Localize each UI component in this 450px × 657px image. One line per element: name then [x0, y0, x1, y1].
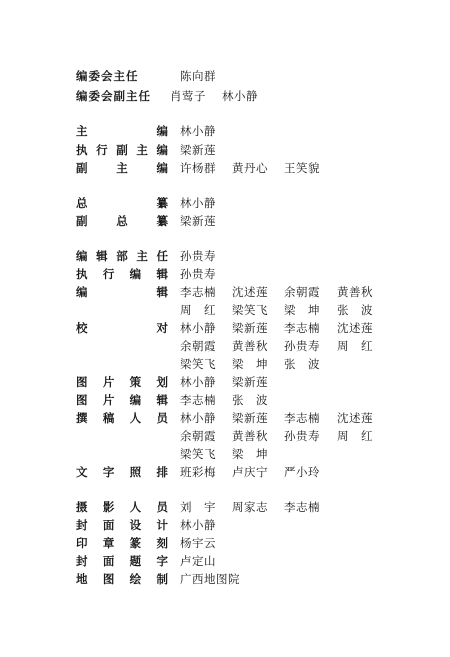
- credit-names: [0, 462, 450, 482]
- credit-person-name: 孙贵寿: [180, 267, 216, 281]
- credit-person-name: 班彩梅: [180, 465, 216, 479]
- credit-person-name: 林小静: [180, 196, 216, 210]
- credit-person-name: 张 波: [284, 357, 320, 371]
- credit-row: [0, 318, 450, 338]
- credit-person-name: 梁 坤: [232, 357, 268, 371]
- credit-names: [0, 66, 450, 86]
- credit-person-name: 梁笑飞: [180, 357, 216, 371]
- credit-person-name: 王笑貌: [284, 161, 320, 175]
- credit-row: [0, 300, 450, 320]
- credit-person-name: 林小静: [180, 518, 216, 532]
- credit-names: [0, 193, 450, 213]
- credit-row: [0, 444, 450, 464]
- credit-names: [0, 569, 450, 589]
- credit-role-label: 图 片 编 辑: [76, 393, 168, 407]
- credit-role-label: 封 面 题 字: [76, 554, 168, 568]
- credit-role-label: 文 字 照 排: [76, 465, 168, 479]
- credit-person-name: 周 红: [337, 429, 373, 443]
- credit-person-name: 肖莺子: [170, 89, 206, 103]
- credit-person-name: 黄丹心: [232, 161, 268, 175]
- credit-person-name: 李志楠: [180, 285, 216, 299]
- credit-person-name: 梁 坤: [284, 303, 320, 317]
- credit-role-label: 执 行 副 主 编: [76, 143, 168, 157]
- credit-person-name: 陈向群: [180, 69, 216, 83]
- credit-person-name: 卢定山: [180, 554, 216, 568]
- credit-person-name: 沈述莲: [232, 285, 268, 299]
- credit-row: [0, 354, 450, 374]
- credit-row: [0, 390, 450, 410]
- credit-row: [0, 551, 450, 571]
- credit-person-name: 梁新莲: [232, 375, 268, 389]
- credit-role-label: 摄 影 人 员: [76, 500, 168, 514]
- credit-person-name: 沈述莲: [337, 411, 373, 425]
- credit-person-name: 林小静: [180, 411, 216, 425]
- credit-names: [0, 140, 450, 160]
- credit-row: [0, 211, 450, 231]
- credit-person-name: 梁新莲: [180, 143, 216, 157]
- credit-person-name: 梁新莲: [180, 214, 216, 228]
- credit-role-label: 执 行 编 辑: [76, 267, 168, 281]
- credit-names: [0, 300, 450, 320]
- credit-row: [0, 426, 450, 446]
- credit-names: [0, 533, 450, 553]
- credit-names: [0, 408, 450, 428]
- credit-names: [0, 515, 450, 535]
- credit-person-name: 梁 坤: [232, 447, 268, 461]
- credit-role-label: 校 对: [76, 321, 168, 335]
- credit-names: [0, 444, 450, 464]
- credit-person-name: 李志楠: [180, 393, 216, 407]
- credit-names: [0, 282, 450, 302]
- credit-person-name: 林小静: [222, 89, 258, 103]
- credit-row: [0, 569, 450, 589]
- credit-person-name: 孙贵寿: [284, 429, 320, 443]
- credit-row: [0, 86, 450, 106]
- credit-person-name: 卢庆宁: [232, 465, 268, 479]
- credit-person-name: 黄善秋: [232, 429, 268, 443]
- credit-row: [0, 497, 450, 517]
- credit-person-name: 刘 宇: [180, 500, 216, 514]
- credit-names: [0, 390, 450, 410]
- credit-person-name: 林小静: [180, 321, 216, 335]
- credit-person-name: 许杨群: [180, 161, 216, 175]
- credit-person-name: 广西地图院: [180, 572, 240, 586]
- credit-row: [0, 121, 450, 141]
- credit-names: [0, 336, 450, 356]
- credit-person-name: 李志楠: [284, 321, 320, 335]
- credit-role-label: 图 片 策 划: [76, 375, 168, 389]
- credit-names: [0, 264, 450, 284]
- credit-person-name: 周家志: [232, 500, 268, 514]
- credit-person-name: 林小静: [180, 124, 216, 138]
- credit-row: [0, 66, 450, 86]
- credit-role-label: 副 主 编: [76, 161, 168, 175]
- credit-row: [0, 282, 450, 302]
- credit-names: [0, 497, 450, 517]
- credit-role-label: 编 辑 部 主 任: [76, 249, 168, 263]
- credit-person-name: 李志楠: [284, 500, 320, 514]
- credit-row: [0, 462, 450, 482]
- credit-row: [0, 193, 450, 213]
- credit-names: [0, 551, 450, 571]
- credit-role-label: 编委会主任: [76, 69, 139, 83]
- credit-person-name: 李志楠: [284, 411, 320, 425]
- credit-row: [0, 533, 450, 553]
- credit-names: [0, 372, 450, 392]
- credit-role-label: 主 编: [76, 124, 168, 138]
- credit-role-label: 总 纂: [76, 196, 168, 210]
- credit-names: [0, 121, 450, 141]
- credit-person-name: 梁新莲: [232, 321, 268, 335]
- credit-role-label: 副 总 纂: [76, 214, 168, 228]
- credit-person-name: 黄善秋: [337, 285, 373, 299]
- credit-person-name: 张 波: [232, 393, 268, 407]
- credit-person-name: 周 红: [337, 339, 373, 353]
- credit-row: [0, 246, 450, 266]
- credit-row: [0, 336, 450, 356]
- credit-person-name: 张 波: [337, 303, 373, 317]
- credit-role-label: 地 图 绘 制: [76, 572, 168, 586]
- credit-names: [0, 354, 450, 374]
- credit-person-name: 严小玲: [284, 465, 320, 479]
- credit-person-name: 杨宇云: [180, 536, 216, 550]
- credit-person-name: 梁笑飞: [232, 303, 268, 317]
- credit-person-name: 孙贵寿: [284, 339, 320, 353]
- credit-person-name: 余朝霞: [180, 429, 216, 443]
- credit-role-label: 编 辑: [76, 285, 168, 299]
- credit-role-label: 撰 稿 人 员: [76, 411, 168, 425]
- credit-names: [0, 246, 450, 266]
- credit-names: [0, 86, 450, 106]
- credit-role-label: 印 章 篆 刻: [76, 536, 168, 550]
- credit-person-name: 林小静: [180, 375, 216, 389]
- credit-row: [0, 408, 450, 428]
- credit-person-name: 孙贵寿: [180, 249, 216, 263]
- credit-row: [0, 372, 450, 392]
- credit-names: [0, 318, 450, 338]
- credit-person-name: 周 红: [180, 303, 216, 317]
- credit-names: [0, 158, 450, 178]
- credit-row: [0, 140, 450, 160]
- credit-person-name: 黄善秋: [232, 339, 268, 353]
- credit-row: [0, 158, 450, 178]
- credit-person-name: 梁笑飞: [180, 447, 216, 461]
- credit-person-name: 余朝霞: [180, 339, 216, 353]
- credit-person-name: 余朝霞: [284, 285, 320, 299]
- credit-row: [0, 515, 450, 535]
- credit-person-name: 梁新莲: [232, 411, 268, 425]
- credit-names: [0, 211, 450, 231]
- credit-role-label: 封 面 设 计: [76, 518, 168, 532]
- credit-names: [0, 426, 450, 446]
- credit-row: [0, 264, 450, 284]
- credit-role-label: 编委会副主任: [76, 89, 151, 103]
- credit-person-name: 沈述莲: [337, 321, 373, 335]
